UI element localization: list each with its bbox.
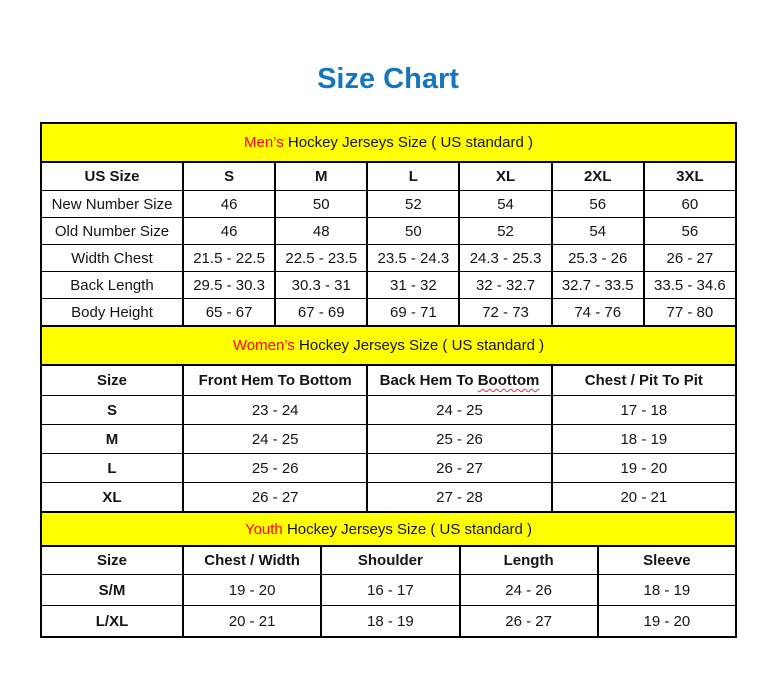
band-text: Hockey Jerseys Size ( US standard ) (282, 520, 533, 538)
column-header: Size (41, 546, 183, 575)
size-value: 77 - 80 (644, 299, 736, 327)
column-header: Shoulder (321, 546, 459, 575)
size-value: 27 - 28 (367, 483, 551, 513)
size-value: 52 (367, 191, 459, 218)
size-value: 19 - 20 (552, 454, 736, 483)
table-row (41, 575, 736, 606)
misspelled-word: Boottom (477, 372, 540, 389)
section-band-row (41, 326, 736, 365)
size-value: 18 - 19 (598, 575, 736, 606)
band-text: Hockey Jerseys Size ( US standard ) (283, 134, 533, 151)
size-value: 65 - 67 (183, 299, 275, 327)
size-value: 20 - 21 (183, 606, 321, 638)
table-row (41, 272, 736, 299)
size-value: 23 - 24 (183, 396, 367, 425)
mens-size-table (40, 122, 737, 327)
size-value: 56 (644, 218, 736, 245)
size-value: 31 - 32 (367, 272, 459, 299)
column-header: Chest / Pit To Pit (552, 365, 736, 396)
size-value: 74 - 76 (552, 299, 644, 327)
mens-section-band (41, 123, 736, 162)
size-chart (40, 122, 737, 638)
size-value: 33.5 - 34.6 (644, 272, 736, 299)
column-header: L (367, 162, 459, 191)
page-title: Size Chart (317, 63, 459, 95)
size-value: 18 - 19 (552, 425, 736, 454)
youth-size-table (40, 511, 737, 638)
size-value: 50 (367, 218, 459, 245)
table-row (41, 454, 736, 483)
band-text: Hockey Jerseys Size ( US standard ) (294, 337, 545, 354)
table-row (41, 606, 736, 638)
size-value: 26 - 27 (644, 245, 736, 272)
size-value: 56 (552, 191, 644, 218)
table-row (41, 483, 736, 513)
size-value: 52 (459, 218, 551, 245)
column-header-text: Back Hem To (379, 372, 478, 389)
size-value: 46 (183, 191, 275, 218)
size-value: 30.3 - 31 (275, 272, 367, 299)
size-value: 22.5 - 23.5 (275, 245, 367, 272)
size-value: 18 - 19 (321, 606, 459, 638)
size-value: 69 - 71 (367, 299, 459, 327)
row-label: New Number Size (41, 191, 183, 218)
size-value: 21.5 - 22.5 (183, 245, 275, 272)
size-value: 24 - 25 (367, 396, 551, 425)
section-band-row (41, 512, 736, 546)
column-header: US Size (41, 162, 183, 191)
size-value: 25.3 - 26 (552, 245, 644, 272)
size-value: 25 - 26 (183, 454, 367, 483)
size-value: 29.5 - 30.3 (183, 272, 275, 299)
row-label: Back Length (41, 272, 183, 299)
column-header: Chest / Width (183, 546, 321, 575)
size-value: 26 - 27 (460, 606, 598, 638)
band-accent-text: Youth (244, 520, 283, 538)
size-value: 32 - 32.7 (459, 272, 551, 299)
column-header: Length (460, 546, 598, 575)
size-value: 25 - 26 (367, 425, 551, 454)
size-value: 24 - 26 (460, 575, 598, 606)
size-value: 46 (183, 218, 275, 245)
size-value: 67 - 69 (275, 299, 367, 327)
size-value: 72 - 73 (459, 299, 551, 327)
header-row (41, 546, 736, 575)
size-value: 54 (459, 191, 551, 218)
size-value: 32.7 - 33.5 (552, 272, 644, 299)
row-label: S/M (41, 575, 183, 606)
row-label: Body Height (41, 299, 183, 327)
column-header: 2XL (552, 162, 644, 191)
column-header (367, 365, 551, 396)
youth-section-band (41, 512, 736, 546)
size-value: 24 - 25 (183, 425, 367, 454)
table-row (41, 218, 736, 245)
row-label: Width Chest (41, 245, 183, 272)
size-value: 50 (275, 191, 367, 218)
row-label: S (41, 396, 183, 425)
band-accent-text: Men’s (243, 134, 284, 151)
table-row (41, 396, 736, 425)
size-value: 48 (275, 218, 367, 245)
row-label: L/XL (41, 606, 183, 638)
row-label: M (41, 425, 183, 454)
size-value: 17 - 18 (552, 396, 736, 425)
size-value: 20 - 21 (552, 483, 736, 513)
size-value: 23.5 - 24.3 (367, 245, 459, 272)
column-header: S (183, 162, 275, 191)
column-header: M (275, 162, 367, 191)
column-header: Sleeve (598, 546, 736, 575)
column-header: Front Hem To Bottom (183, 365, 367, 396)
row-label: XL (41, 483, 183, 513)
section-band-row (41, 123, 736, 162)
header-row (41, 365, 736, 396)
size-value: 26 - 27 (367, 454, 551, 483)
column-header: XL (459, 162, 551, 191)
womens-size-table (40, 325, 737, 513)
header-row (41, 162, 736, 191)
size-value: 26 - 27 (183, 483, 367, 513)
size-value: 19 - 20 (183, 575, 321, 606)
row-label: Old Number Size (41, 218, 183, 245)
band-accent-text: Women’s (232, 337, 295, 354)
column-header: Size (41, 365, 183, 396)
table-row (41, 191, 736, 218)
size-value: 24.3 - 25.3 (459, 245, 551, 272)
size-value: 19 - 20 (598, 606, 736, 638)
table-row (41, 245, 736, 272)
size-value: 16 - 17 (321, 575, 459, 606)
size-value: 54 (552, 218, 644, 245)
row-label: L (41, 454, 183, 483)
column-header: 3XL (644, 162, 736, 191)
size-value: 60 (644, 191, 736, 218)
table-row (41, 299, 736, 327)
table-row (41, 425, 736, 454)
womens-section-band (41, 326, 736, 365)
